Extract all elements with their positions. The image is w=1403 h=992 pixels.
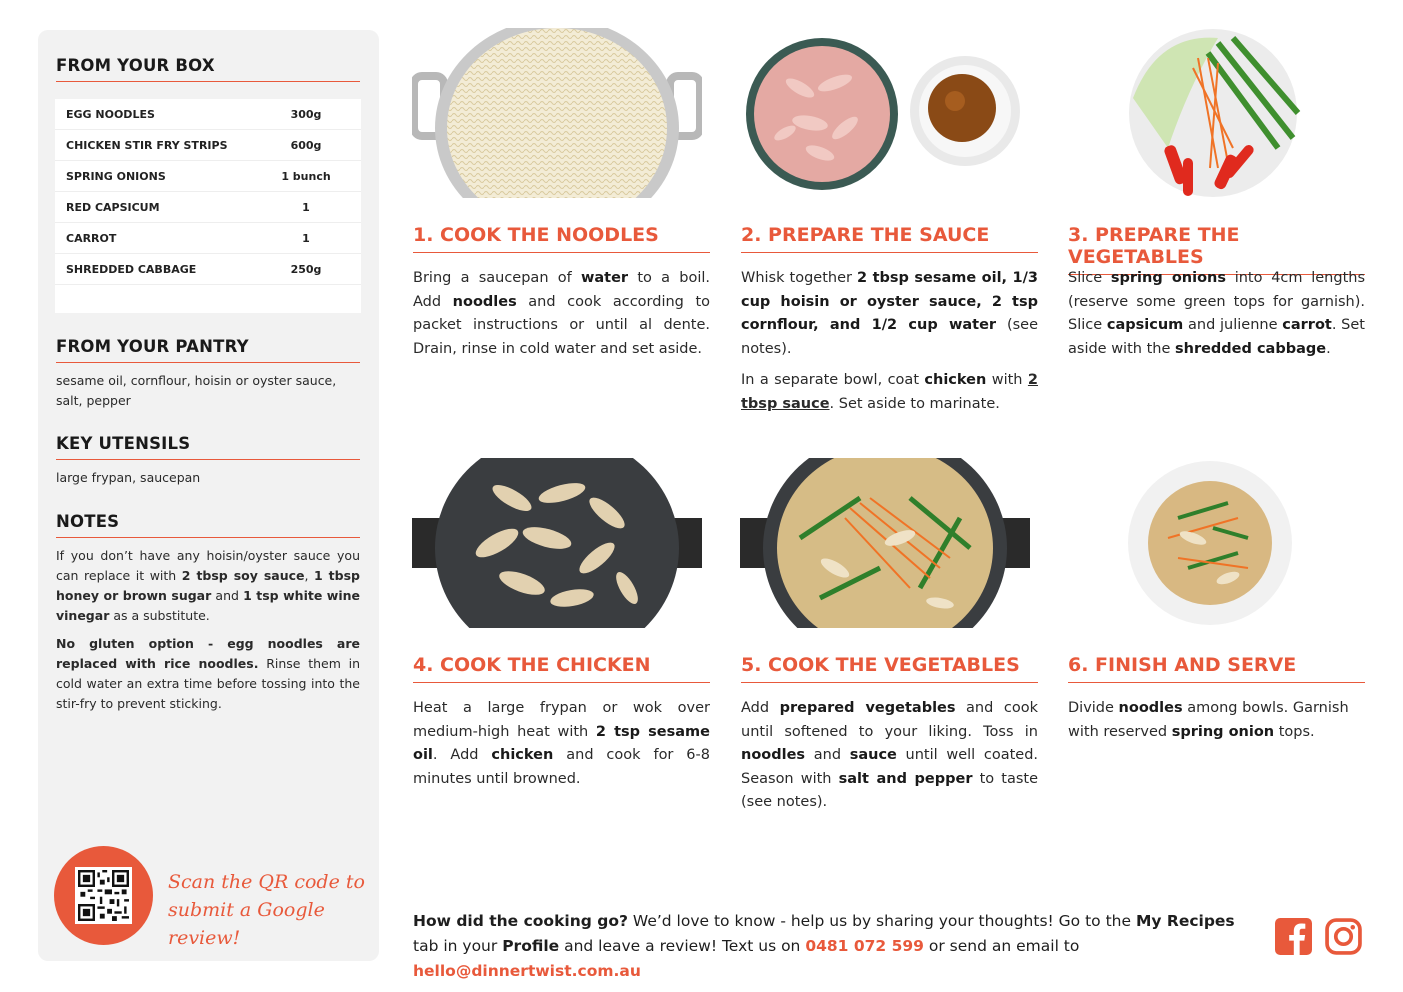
table-row <box>55 130 361 161</box>
chicken-and-sauce-photo <box>740 28 1030 198</box>
step-4-title: 4. COOK THE CHICKEN <box>413 654 710 683</box>
qr-caption: Scan the QR code to submit a Google review! <box>168 871 365 949</box>
qr-code-icon[interactable] <box>75 867 132 924</box>
step-2-title: 2. PREPARE THE SAUCE <box>741 224 1038 253</box>
notes-heading: NOTES <box>56 512 360 538</box>
step-2-body: Whisk together 2 tbsp sesame oil, 1/3 cup hoisin or oyster sauce, 2 tsp cornflour, and 1/2 cup water (see notes). In a separate bowl, coat chicken with 2 tbsp sauce. Set aside to marinate. <box>741 270 1039 412</box>
ingredient-name: SPRING ONIONS <box>66 169 166 183</box>
table-row <box>55 161 361 192</box>
table-row <box>55 223 361 254</box>
instagram-icon[interactable] <box>1325 918 1362 955</box>
step-1-body: Bring a saucepan of water to a boil. Add noodles and cook according to packet instructions or until al dente. Drain, rinse in cold water and set aside. <box>413 270 711 357</box>
ingredient-name: CHICKEN STIR FRY STRIPS <box>66 138 228 152</box>
ingredients-table <box>55 99 361 313</box>
email-link[interactable]: hello@dinnertwist.com.au <box>413 962 641 980</box>
ingredient-qty: 600g <box>290 138 322 152</box>
step-5-body: Add prepared vegetables and cook until softened to your liking. Toss in noodles and sauce until well coated. Season with salt and pepper to taste (see notes). <box>741 700 1039 810</box>
ingredient-name: CARROT <box>66 231 117 245</box>
ingredient-qty: 250g <box>290 262 322 276</box>
ingredient-qty: 1 <box>302 200 310 214</box>
step-6-body: Divide noodles among bowls. Garnish with reserved spring onion tops. <box>1068 700 1349 740</box>
vegetables-plate-photo <box>1068 28 1358 198</box>
feedback-footer: How did the cooking go? We’d love to know - help us by sharing your thoughts! Go to the My Recipes tab in your Profile and leave a review! Text us on 0481 072 599 or send an email to hello@dinnertwist.com.au <box>413 912 1235 980</box>
table-row <box>55 254 361 285</box>
step-1-title: 1. COOK THE NOODLES <box>413 224 710 253</box>
notes-paragraph-1: If you don’t have any hoisin/oyster sauce you can replace it with 2 tbsp soy sauce, 1 tbsp honey or brown sugar and 1 tsp white wine vinegar as a substitute. <box>56 548 361 623</box>
notes-paragraph-2: No gluten option - egg noodles are replaced with rice noodles. Rinse them in cold water an extra time before tossing into the stir-fry to prevent sticking. <box>56 636 361 711</box>
table-row <box>55 192 361 223</box>
facebook-icon[interactable] <box>1275 918 1312 955</box>
step-5-title: 5. COOK THE VEGETABLES <box>741 654 1038 683</box>
step-6-title: 6. FINISH AND SERVE <box>1068 654 1365 683</box>
ingredient-qty: 1 bunch <box>281 169 331 183</box>
key-utensils-heading: KEY UTENSILS <box>56 434 360 460</box>
from-your-box-heading: FROM YOUR BOX <box>56 56 360 82</box>
step-3-body: Slice spring onions into 4cm lengths (reserve some green tops for garnish). Slice capsicum and julienne carrot. Set aside with the shredded cabbage. <box>1068 270 1365 357</box>
ingredient-qty: 300g <box>290 107 322 121</box>
stir-fry-photo <box>740 458 1030 628</box>
ingredient-name: SHREDDED CABBAGE <box>66 262 197 276</box>
step-4-body: Heat a large frypan or wok over medium-high heat with 2 tsp sesame oil. Add chicken and cook for 6-8 minutes until browned. <box>413 700 711 787</box>
step-3-title: 3. PREPARE THE VEGETABLES <box>1068 224 1365 275</box>
from-your-pantry-heading: FROM YOUR PANTRY <box>56 337 360 363</box>
served-bowl-photo <box>1068 458 1358 628</box>
ingredient-name: RED CAPSICUM <box>66 200 160 214</box>
table-row <box>55 99 361 130</box>
noodles-colander-photo <box>412 28 702 198</box>
phone-link[interactable]: 0481 072 599 <box>805 937 924 955</box>
utensils-text: large frypan, saucepan <box>56 470 201 485</box>
sidebar <box>38 30 379 961</box>
ingredient-name: EGG NOODLES <box>66 107 155 121</box>
ingredient-qty: 1 <box>302 231 310 245</box>
qr-badge[interactable] <box>54 846 153 945</box>
pantry-text: sesame oil, cornflour, hoisin or oyster sauce, salt, pepper <box>56 373 337 408</box>
chicken-in-pan-photo <box>412 458 702 628</box>
